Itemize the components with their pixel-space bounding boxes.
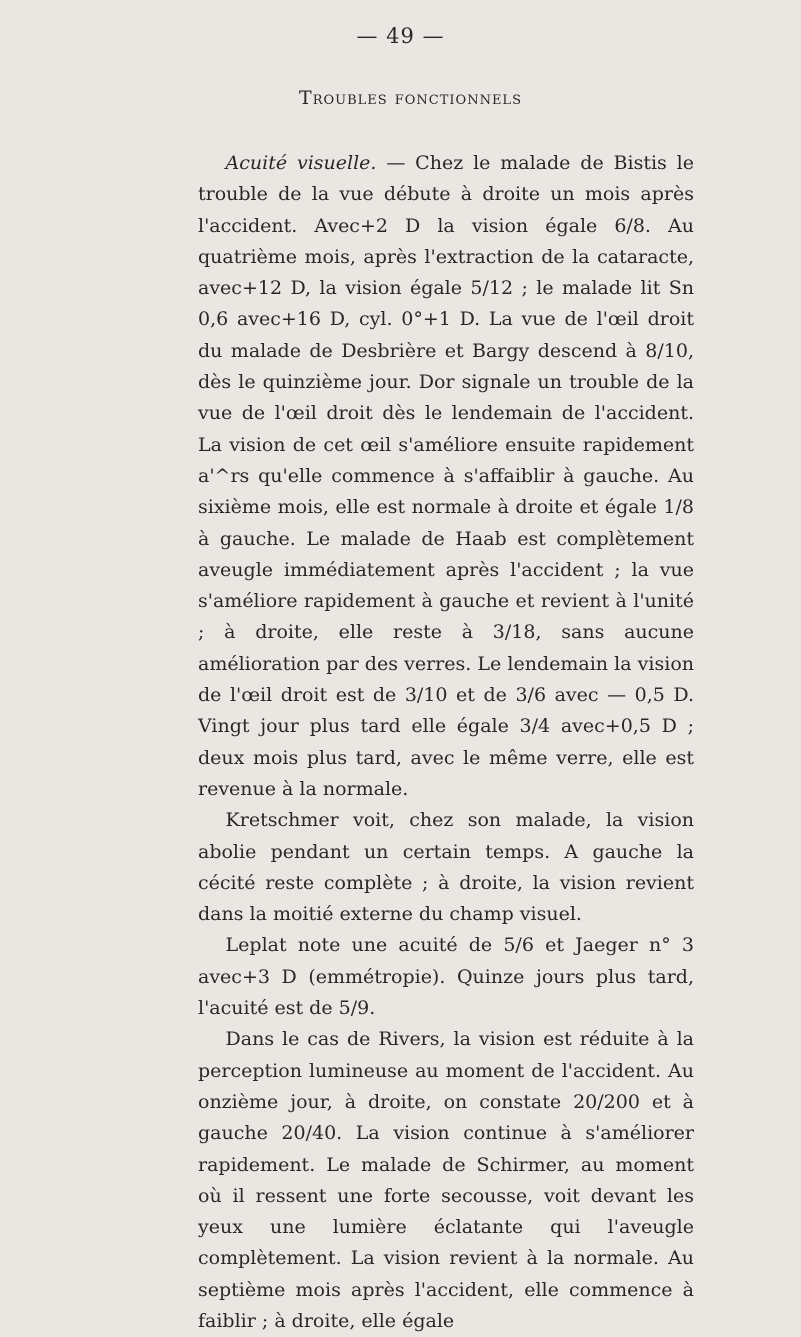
paragraph [198,1024,694,1337]
paragraph-text: Dans le cas de Rivers, la vision est réduite à la perception lumineuse au moment de l'accident. Au onzième jour, à droite, on constate 20/200 et à gauche 20/40. La vision continue à s'améliorer rapidement. Le malade de Schirmer, au moment où il ressent une forte secousse, voit devant les yeux une lumière éclatante qui l'aveugle complètement. La vision revient à la normale. Au septième mois après l'accident, elle commence à faiblir ; à droite, elle égale [198,1028,694,1332]
paragraph [198,805,694,930]
paragraph-text: Kretschmer voit, chez son malade, la vision abolie pendant un certain temps. A gauche la cécité reste complète ; à droite, la vision revient dans la moitié externe du champ visuel. [198,809,694,926]
paragraph-text: Leplat note une acuité de 5/6 et Jaeger n° 3 avec+3 D (emmétropie). Quinze jours plus tard, l'acuité est de 5/9. [198,934,694,1020]
section-title: Troubles fonctionnels [299,87,522,109]
body-text [198,148,694,1337]
paragraph [198,930,694,1024]
paragraph-lead: Acuité visuelle. [225,152,377,174]
paragraph-text: — Chez le malade de Bistis le trouble de la vue débute à droite un mois après l'accident. Avec+2 D la vision égale 6/8. Au quatrième mois, après l'extraction de la cataracte, avec+12 D, la vision égale 5/12 ; le malade lit Sn 0,6 avec+16 D, cyl. 0°+1 D. La vue de l'œil droit du malade de Desbrière et Bargy descend à 8/10, dès le quinzième jour. Dor signale un trouble de la vue de l'œil droit dès le lendemain de l'accident. La vision de cet œil s'améliore ensuite rapidement a'^rs qu'elle commence à s'affaiblir à gauche. Au sixième mois, elle est normale à droite et égale 1/8 à gauche. Le malade de Haab est complètement aveugle immédiatement après l'accident ; la vue s'améliore rapidement à gauche et revient à l'unité ; à droite, elle reste à 3/18, sans aucune amélioration par des verres. Le lendemain la vision de l'œil droit est de 3/10 et de 3/6 avec — 0,5 D. Vingt jour plus tard elle égale 3/4 avec+0,5 D ; deux mois plus tard, avec le même verre, elle est revenue à la normale. [198,152,694,800]
page-number: — 49 — [356,24,445,48]
paragraph [198,148,694,805]
